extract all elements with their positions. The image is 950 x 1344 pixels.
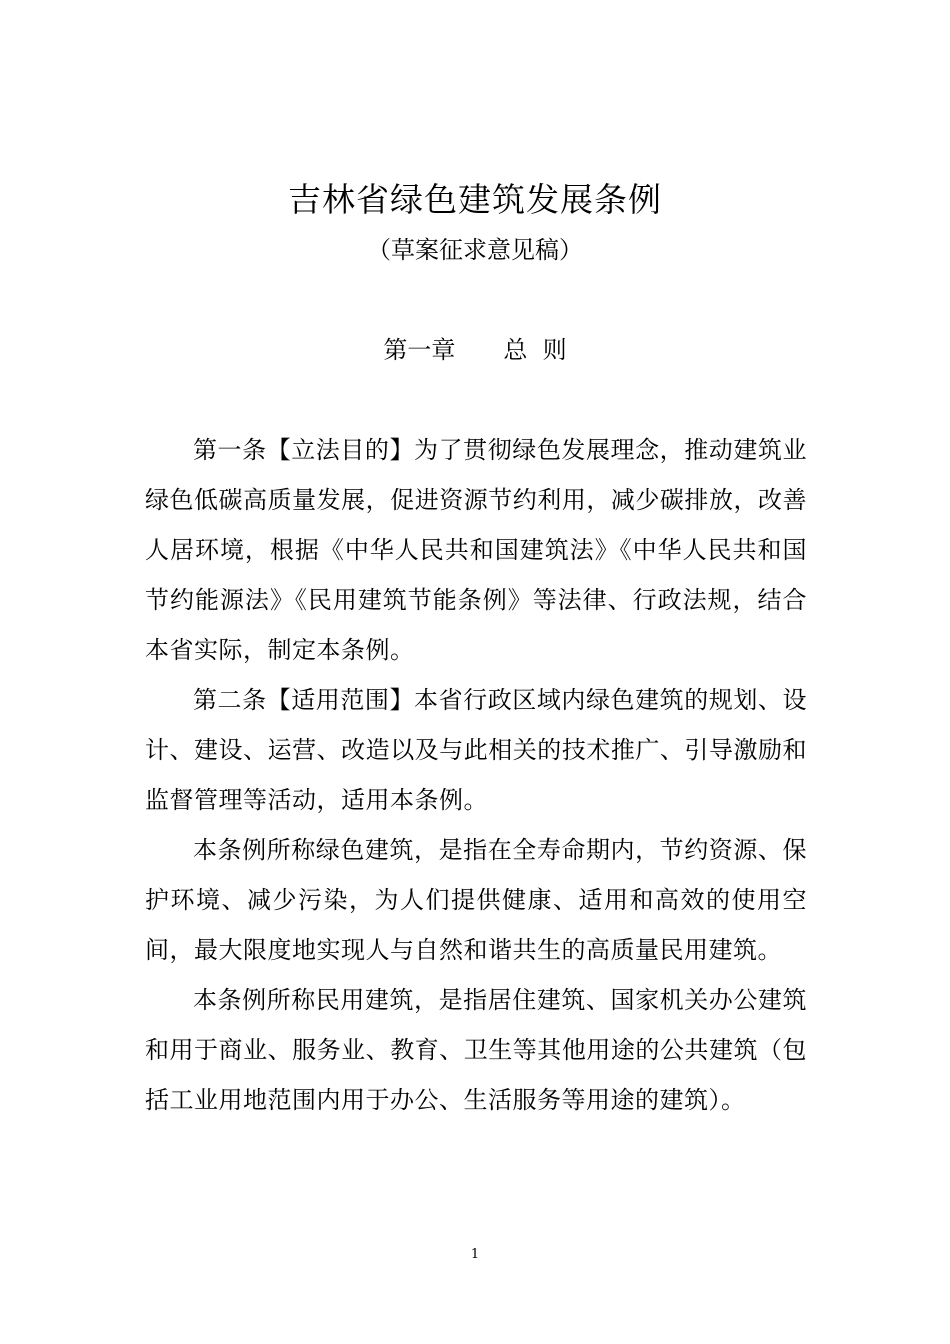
page-number: 1 xyxy=(470,1247,480,1262)
article-1-paragraph: 第一条【立法目的】为了贯彻绿色发展理念，推动建筑业绿色低碳高质量发展，促进资源节约利用，减少碳排放，改善人居环境，根据《中华人民共和国建筑法》《中华人民共和国节约能源法》《民用建筑节能条例》等法律、行政法规，结合本省实际，制定本条例。 xyxy=(145,436,807,664)
document-subtitle: （草案征求意见稿） xyxy=(367,236,583,264)
article-2-paragraph: 第二条【适用范围】本省行政区域内绿色建筑的规划、设计、建设、运营、改造以及与此相关的技术推广、引导激励和监督管理等活动，适用本条例。 xyxy=(145,686,807,814)
chapter-heading: 第一章 总 则 xyxy=(383,336,567,364)
green-building-definition-paragraph: 本条例所称绿色建筑，是指在全寿命期内，节约资源、保护环境、减少污染，为人们提供健康、适用和高效的使用空间，最大限度地实现人与自然和谐共生的高质量民用建筑。 xyxy=(145,836,807,964)
civil-building-definition-paragraph: 本条例所称民用建筑，是指居住建筑、国家机关办公建筑和用于商业、服务业、教育、卫生等其他用途的公共建筑（包括工业用地范围内用于办公、生活服务等用途的建筑）。 xyxy=(145,986,807,1114)
document-title: 吉林省绿色建筑发展条例 xyxy=(288,180,662,219)
document-body xyxy=(145,425,807,1125)
